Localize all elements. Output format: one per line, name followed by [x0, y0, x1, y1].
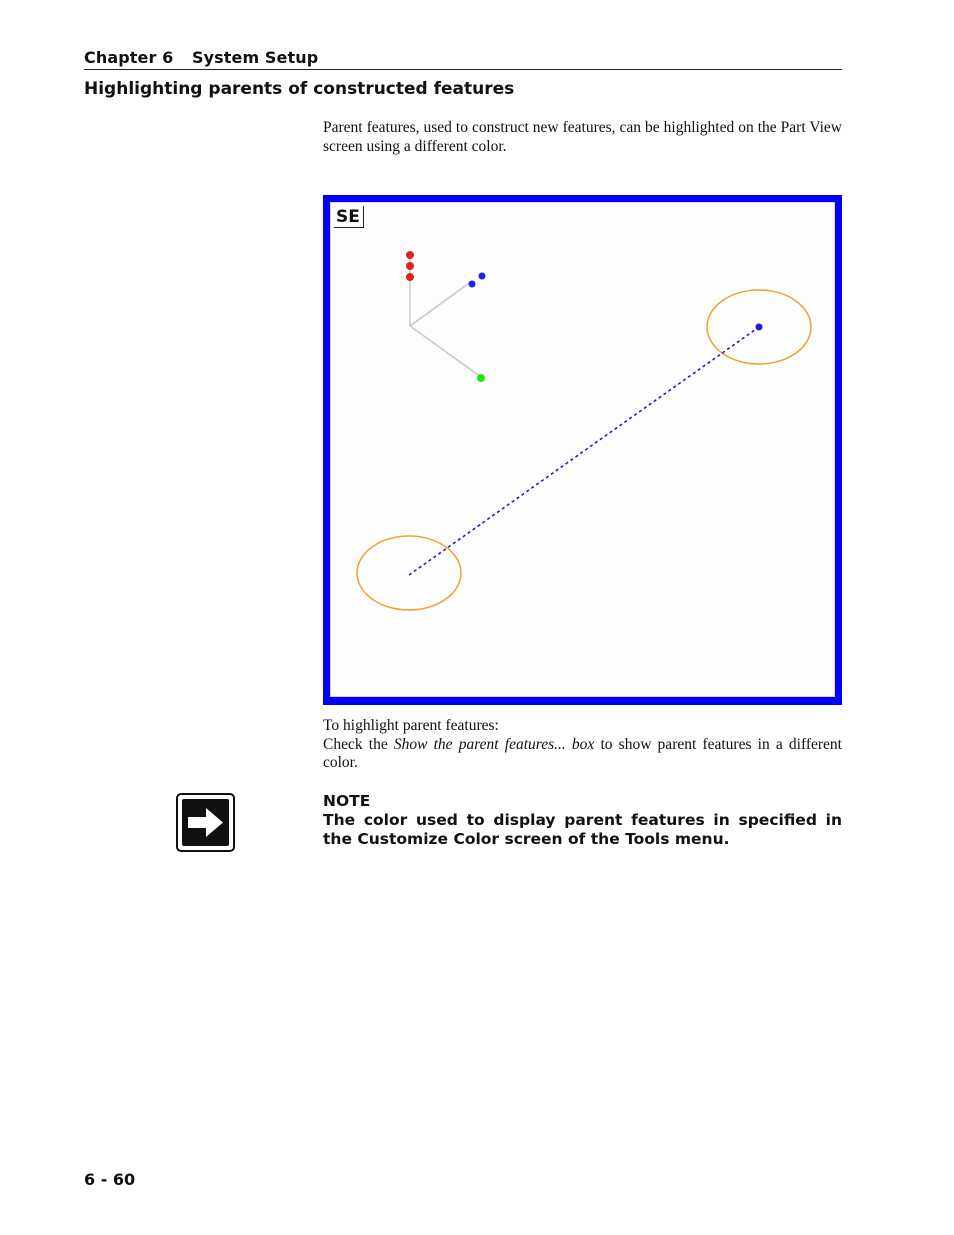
instructions-step [323, 736, 842, 773]
page-number: 6 - 60 [84, 1170, 136, 1189]
z-axis-point [406, 273, 414, 281]
step-suffix: to show parent features in a different color. [323, 735, 842, 771]
z-axis-point [406, 262, 414, 270]
y-axis-line [410, 281, 472, 326]
x-axis-point [477, 374, 485, 382]
x-axis-line [410, 326, 481, 377]
part-view-canvas [330, 202, 835, 697]
note-body: The color used to display parent features in specified in the Customize Color screen of the Tools menu. [323, 811, 842, 848]
view-orientation-label: SE [334, 206, 364, 228]
note-block [323, 792, 842, 848]
part-view-screenshot [323, 195, 842, 705]
arrow-right-icon [176, 793, 235, 852]
step-emphasis: Show the parent features... box [393, 735, 595, 753]
constructed-line-endpoint [756, 324, 763, 331]
instructions-intro: To highlight parent features: [323, 717, 499, 734]
section-heading: Highlighting parents of constructed features [84, 79, 515, 99]
chapter-title: System Setup [192, 48, 319, 67]
chapter-label: Chapter 6 [84, 48, 174, 67]
instructions [323, 717, 842, 773]
y-axis-point [469, 281, 476, 288]
running-header [84, 46, 842, 70]
intro-paragraph: Parent features, used to construct new features, can be highlighted on the Part View screen using a different color. [323, 119, 842, 155]
note-label: NOTE [323, 792, 371, 810]
constructed-line [409, 327, 759, 575]
y-axis-point [479, 273, 486, 280]
step-prefix: Check the [323, 735, 394, 753]
z-axis-point [406, 251, 414, 259]
part-view-drawing [331, 203, 834, 696]
parent-feature-circle [357, 536, 461, 610]
